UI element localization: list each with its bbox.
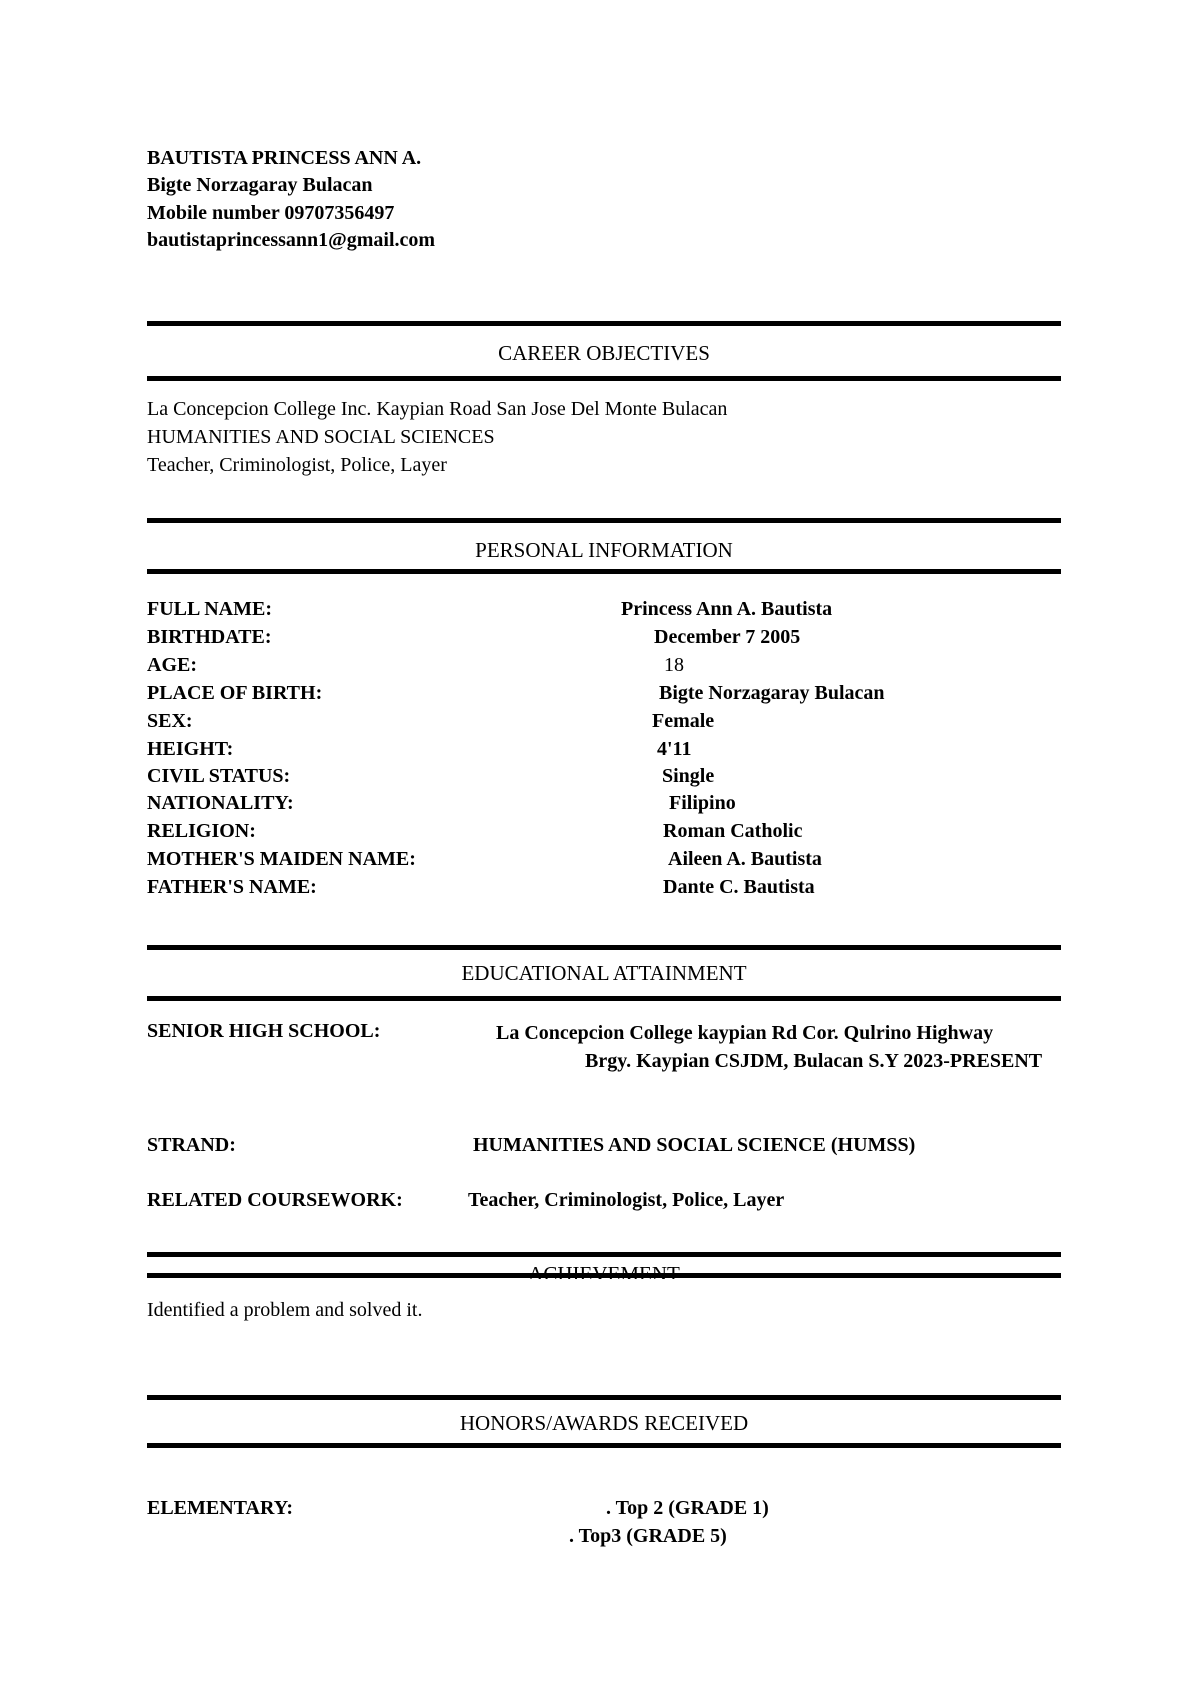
educational-attainment-heading: EDUCATIONAL ATTAINMENT (461, 961, 747, 985)
section-divider (147, 518, 1061, 523)
section-divider (147, 376, 1061, 381)
sex-value: Female (652, 710, 715, 732)
elementary-label: ELEMENTARY: (147, 1497, 293, 1519)
career-line: La Concepcion College Inc. Kaypian Road San Jose Del Monte Bulacan (147, 398, 728, 420)
applicant-email: bautistaprincessann1@gmail.com (147, 229, 436, 251)
section-divider (147, 1443, 1061, 1448)
fathers-name-label: FATHER'S NAME: (147, 876, 317, 898)
elementary-award: . Top 2 (GRADE 1) (606, 1497, 769, 1519)
section-divider (147, 1273, 1061, 1278)
related-coursework-label: RELATED COURSEWORK: (147, 1189, 403, 1211)
mothers-maiden-name-label: MOTHER'S MAIDEN NAME: (147, 848, 416, 870)
career-line: Teacher, Criminologist, Police, Layer (147, 454, 447, 476)
section-divider (147, 996, 1061, 1001)
birthdate-value: December 7 2005 (654, 626, 801, 648)
age-label: AGE: (147, 654, 197, 676)
honors-awards-heading: HONORS/AWARDS RECEIVED (459, 1411, 749, 1435)
nationality-value: Filipino (669, 792, 736, 814)
civil-status-label: CIVIL STATUS: (147, 765, 291, 787)
senior-high-school-address-rest: Brgy. Kaypian CSJDM, Bulacan S.Y 2023-PRESENT (585, 1050, 1043, 1072)
place-of-birth-label: PLACE OF BIRTH: (147, 682, 323, 704)
career-objectives-heading: CAREER OBJECTIVES (498, 341, 710, 365)
birthdate-label: BIRTHDATE: (147, 626, 272, 648)
personal-information-heading: PERSONAL INFORMATION (475, 538, 733, 562)
strand-label: STRAND: (147, 1134, 236, 1156)
section-divider (147, 1395, 1061, 1400)
sex-label: SEX: (147, 710, 193, 732)
full-name-value: Princess Ann A. Bautista (621, 598, 833, 620)
full-name-label: FULL NAME: (147, 598, 272, 620)
religion-value: Roman Catholic (663, 820, 803, 842)
religion-label: RELIGION: (147, 820, 256, 842)
senior-high-school-address-line: La Concepcion College kaypian Rd Cor. Qulrino Highway (496, 1022, 994, 1044)
strand-value: HUMANITIES AND SOCIAL SCIENCE (HUMSS) (473, 1134, 916, 1156)
height-label: HEIGHT: (147, 738, 234, 760)
nationality-label: NATIONALITY: (147, 792, 294, 814)
section-divider (147, 945, 1061, 950)
section-divider (147, 569, 1061, 574)
applicant-address: Bigte Norzagaray Bulacan (147, 174, 373, 196)
elementary-award: . Top3 (GRADE 5) (569, 1525, 727, 1547)
section-divider (147, 1252, 1061, 1257)
fathers-name-value: Dante C. Bautista (663, 876, 815, 898)
applicant-name: BAUTISTA PRINCESS ANN A. (147, 147, 422, 169)
mothers-maiden-name-value: Aileen A. Bautista (668, 848, 822, 870)
related-coursework-value: Teacher, Criminologist, Police, Layer (468, 1189, 785, 1211)
height-value: 4'11 (657, 738, 692, 760)
senior-high-school-value (496, 1019, 1062, 1075)
senior-high-school-label: SENIOR HIGH SCHOOL: (147, 1020, 381, 1042)
career-line: HUMANITIES AND SOCIAL SCIENCES (147, 426, 495, 448)
achievement-text: Identified a problem and solved it. (147, 1299, 423, 1321)
section-divider (147, 321, 1061, 326)
civil-status-value: Single (662, 765, 715, 787)
age-value: 18 (664, 654, 684, 676)
place-of-birth-value: Bigte Norzagaray Bulacan (659, 682, 885, 704)
applicant-mobile: Mobile number 09707356497 (147, 202, 395, 224)
